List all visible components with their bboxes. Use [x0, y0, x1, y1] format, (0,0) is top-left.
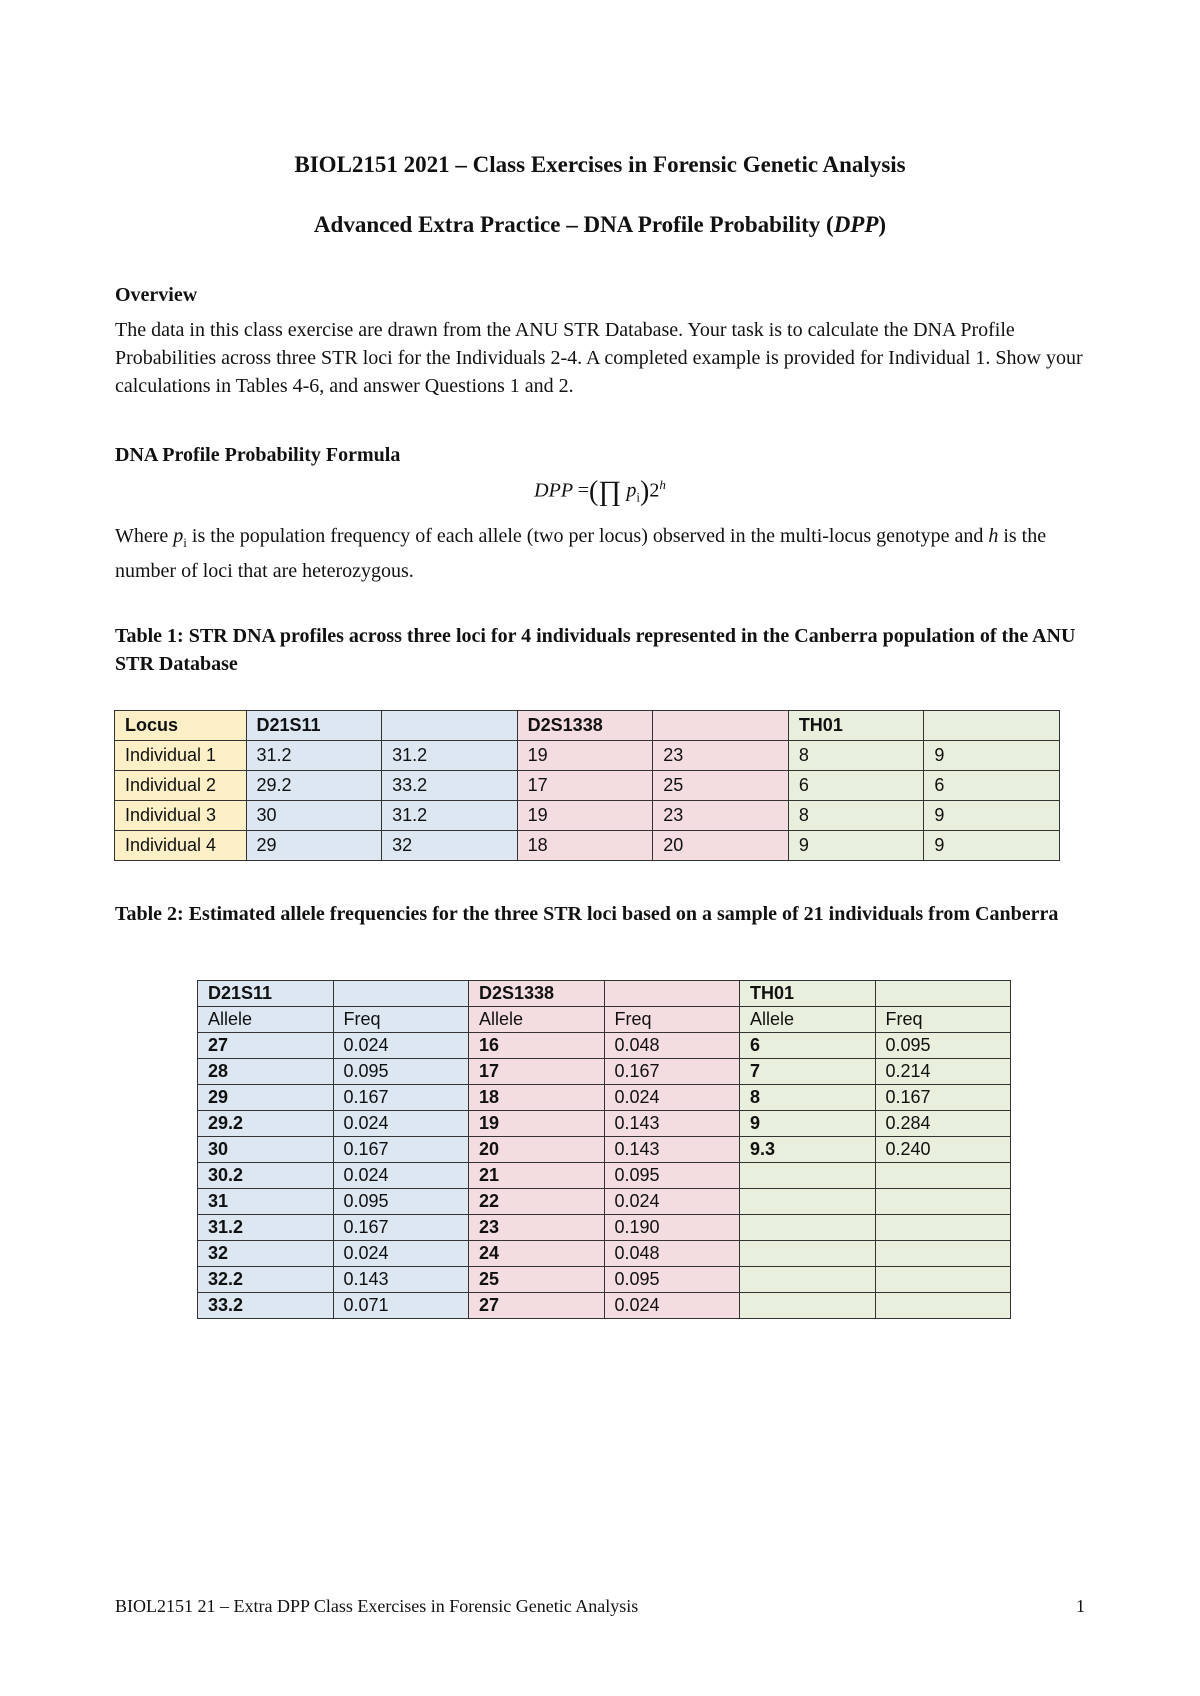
table2-cell: Freq — [333, 1007, 469, 1033]
table1-header-cell: TH01 — [788, 711, 924, 741]
where-h: h — [988, 525, 999, 547]
table1-str-profiles — [114, 710, 1060, 861]
table2-cell — [875, 1293, 1011, 1319]
table2-cell: 31 — [198, 1189, 334, 1215]
table2-cell: 0.095 — [333, 1059, 469, 1085]
table2-cell: Freq — [875, 1007, 1011, 1033]
table-row — [198, 1059, 1011, 1085]
table2-cell: 30 — [198, 1137, 334, 1163]
table2-header-row — [198, 981, 1011, 1007]
table2-cell: 0.024 — [333, 1241, 469, 1267]
table2-allele-frequencies — [197, 980, 1011, 1319]
table2-cell — [875, 1163, 1011, 1189]
table2-cell: 0.095 — [875, 1033, 1011, 1059]
table1-caption: Table 1: STR DNA profiles across three loci for 4 individuals represented in the Canberra population of the ANU STR Database — [115, 625, 1076, 675]
table2-cell — [875, 1189, 1011, 1215]
table1-cell: 31.2 — [382, 801, 518, 831]
table2-cell: 0.048 — [604, 1241, 740, 1267]
table2-cell: 18 — [469, 1085, 605, 1111]
subtitle-prefix: Advanced Extra Practice – DNA Profile Probability ( — [313, 212, 834, 237]
formula-p-subscript: i — [636, 489, 640, 505]
table2-cell: 0.143 — [333, 1267, 469, 1293]
table-row — [115, 771, 1060, 801]
table1-header-row — [115, 711, 1060, 741]
document-subtitle — [0, 212, 1200, 238]
where-p: p — [173, 525, 184, 547]
formula-heading: DNA Profile Probability Formula — [115, 444, 401, 466]
table1-header-cell: Locus — [115, 711, 247, 741]
table1-cell: 17 — [517, 771, 653, 801]
table2-cell: 0.167 — [333, 1085, 469, 1111]
table2-cell: 21 — [469, 1163, 605, 1189]
table1-header-cell — [382, 711, 518, 741]
table2-cell — [740, 1267, 876, 1293]
table1-cell: Individual 3 — [115, 801, 247, 831]
table1-cell: 9 — [788, 831, 924, 861]
formula-equals: = — [577, 479, 589, 502]
table2-cell: 0.024 — [604, 1085, 740, 1111]
table2-cell: Freq — [604, 1007, 740, 1033]
table2-cell: 7 — [740, 1059, 876, 1085]
table1-cell: 19 — [517, 741, 653, 771]
subtitle-dpp: DPP — [833, 212, 879, 237]
table2-cell: 29 — [198, 1085, 334, 1111]
table1-cell: 31.2 — [382, 741, 518, 771]
table2-cell: 0.048 — [604, 1033, 740, 1059]
table1-cell: 31.2 — [246, 741, 382, 771]
page-number: 1 — [1076, 1596, 1085, 1616]
table1-cell: 25 — [653, 771, 789, 801]
where-p-subscript: i — [183, 535, 187, 550]
where-part-3: is the number of loci that are heterozygous. — [115, 525, 1047, 582]
table2-cell: 0.240 — [875, 1137, 1011, 1163]
table1-cell: 20 — [653, 831, 789, 861]
table1-cell: 23 — [653, 801, 789, 831]
table2-cell — [333, 981, 469, 1007]
table1-cell: 8 — [788, 741, 924, 771]
table-row — [198, 1137, 1011, 1163]
table1-cell: 9 — [924, 801, 1060, 831]
table1-cell: Individual 1 — [115, 741, 247, 771]
formula-explanation — [115, 522, 1105, 585]
table-row — [198, 1111, 1011, 1137]
table-row — [198, 1085, 1011, 1111]
table2-cell: 8 — [740, 1085, 876, 1111]
table2-cell: 33.2 — [198, 1293, 334, 1319]
table2-cell: 32 — [198, 1241, 334, 1267]
table-row — [198, 1267, 1011, 1293]
table2-cell: 0.143 — [604, 1137, 740, 1163]
table2-cell: 0.095 — [604, 1163, 740, 1189]
table2-cell — [740, 1241, 876, 1267]
table1-cell: 23 — [653, 741, 789, 771]
table-row — [198, 1241, 1011, 1267]
table-row — [198, 1163, 1011, 1189]
table2-cell: 23 — [469, 1215, 605, 1241]
formula-open-paren: ( — [588, 476, 599, 507]
table2-cell: 0.167 — [333, 1215, 469, 1241]
table2-cell: 9 — [740, 1111, 876, 1137]
table2-cell: 0.024 — [604, 1293, 740, 1319]
table2-cell — [875, 1215, 1011, 1241]
dpp-formula — [0, 476, 1200, 508]
footer-text: BIOL2151 21 – Extra DPP Class Exercises in Forensic Genetic Analysis — [115, 1596, 639, 1616]
table-row — [115, 741, 1060, 771]
table1-cell: 32 — [382, 831, 518, 861]
where-part-2: is the population frequency of each allele (two per locus) observed in the multi-locus genotype and — [186, 525, 989, 547]
table2-cell: 27 — [469, 1293, 605, 1319]
overview-paragraph: The data in this class exercise are drawn from the ANU STR Database. Your task is to calculate the DNA Profile Probabilities across three STR loci for the Individuals 2-4. A completed example is provided for Individual 1. Show your calculations in Tables 4-6, and answer Questions 1 and 2. — [115, 319, 1083, 397]
table-row — [115, 801, 1060, 831]
table2-cell: D2S1338 — [469, 981, 605, 1007]
table2-cell: 25 — [469, 1267, 605, 1293]
table1-header-cell — [653, 711, 789, 741]
table2-cell: 28 — [198, 1059, 334, 1085]
formula-lhs: DPP — [534, 479, 573, 502]
table1-cell: 6 — [924, 771, 1060, 801]
table2-cell: 22 — [469, 1189, 605, 1215]
table2-cell: 0.167 — [604, 1059, 740, 1085]
table2-cell: 0.167 — [875, 1085, 1011, 1111]
table2-cell: 29.2 — [198, 1111, 334, 1137]
table2-caption: Table 2: Estimated allele frequencies for the three STR loci based on a sample of 21 individuals from Canberra — [115, 903, 1059, 925]
table2-cell: TH01 — [740, 981, 876, 1007]
table2-cell: 19 — [469, 1111, 605, 1137]
table2-cell: 32.2 — [198, 1267, 334, 1293]
table2-cell — [740, 1215, 876, 1241]
table2-cell: 0.167 — [333, 1137, 469, 1163]
table2-cell: 0.095 — [604, 1267, 740, 1293]
table2-cell: Allele — [740, 1007, 876, 1033]
table2-cell: 9.3 — [740, 1137, 876, 1163]
table2-body — [198, 981, 1011, 1319]
table2-cell — [875, 1241, 1011, 1267]
formula-exponent: h — [659, 476, 666, 492]
table1-cell: 33.2 — [382, 771, 518, 801]
table1-cell: 6 — [788, 771, 924, 801]
table2-cell: 20 — [469, 1137, 605, 1163]
where-part-1: Where — [115, 525, 174, 547]
table-row — [198, 1189, 1011, 1215]
table1-cell: 30 — [246, 801, 382, 831]
table1-cell: 29 — [246, 831, 382, 861]
table2-cell: 27 — [198, 1033, 334, 1059]
table2-cell: 17 — [469, 1059, 605, 1085]
table2-cell — [875, 981, 1011, 1007]
table2-cell: Allele — [469, 1007, 605, 1033]
table2-cell: 16 — [469, 1033, 605, 1059]
table1-cell: 29.2 — [246, 771, 382, 801]
table1-cell: Individual 2 — [115, 771, 247, 801]
table1-cell: 19 — [517, 801, 653, 831]
table2-cell: 0.214 — [875, 1059, 1011, 1085]
table2-cell: 0.143 — [604, 1111, 740, 1137]
table2-cell — [740, 1163, 876, 1189]
table1-cell: 18 — [517, 831, 653, 861]
table2-cell: 31.2 — [198, 1215, 334, 1241]
table2-cell: 24 — [469, 1241, 605, 1267]
table2-cell: 0.024 — [333, 1111, 469, 1137]
table2-cell: 6 — [740, 1033, 876, 1059]
table1-header-cell: D21S11 — [246, 711, 382, 741]
subtitle-suffix: ) — [878, 212, 887, 237]
table2-cell: 0.024 — [604, 1189, 740, 1215]
table2-cell: 0.095 — [333, 1189, 469, 1215]
table1-header-cell: D2S1338 — [517, 711, 653, 741]
table2-cell — [740, 1293, 876, 1319]
table-row — [115, 831, 1060, 861]
table2-cell: 0.190 — [604, 1215, 740, 1241]
table2-cell: 0.071 — [333, 1293, 469, 1319]
formula-close-paren: ) — [639, 476, 650, 507]
table1-cell: Individual 4 — [115, 831, 247, 861]
table2-subheader-row — [198, 1007, 1011, 1033]
formula-base: 2 — [649, 479, 660, 502]
table2-cell — [875, 1267, 1011, 1293]
table2-cell — [604, 981, 740, 1007]
table1-cell: 9 — [924, 831, 1060, 861]
table2-cell: 30.2 — [198, 1163, 334, 1189]
document-title: BIOL2151 2021 – Class Exercises in Forensic Genetic Analysis — [294, 152, 906, 177]
formula-p: p — [626, 479, 637, 502]
table1-cell: 9 — [924, 741, 1060, 771]
table-row — [198, 1033, 1011, 1059]
table2-cell: Allele — [198, 1007, 334, 1033]
table2-cell: 0.284 — [875, 1111, 1011, 1137]
table1-cell: 8 — [788, 801, 924, 831]
table2-cell — [740, 1189, 876, 1215]
table2-cell: 0.024 — [333, 1163, 469, 1189]
table-row — [198, 1215, 1011, 1241]
table1-header-cell — [924, 711, 1060, 741]
table2-cell: D21S11 — [198, 981, 334, 1007]
overview-heading: Overview — [115, 284, 198, 306]
table2-cell: 0.024 — [333, 1033, 469, 1059]
table-row — [198, 1293, 1011, 1319]
formula-product-symbol: ∏ — [598, 476, 622, 507]
